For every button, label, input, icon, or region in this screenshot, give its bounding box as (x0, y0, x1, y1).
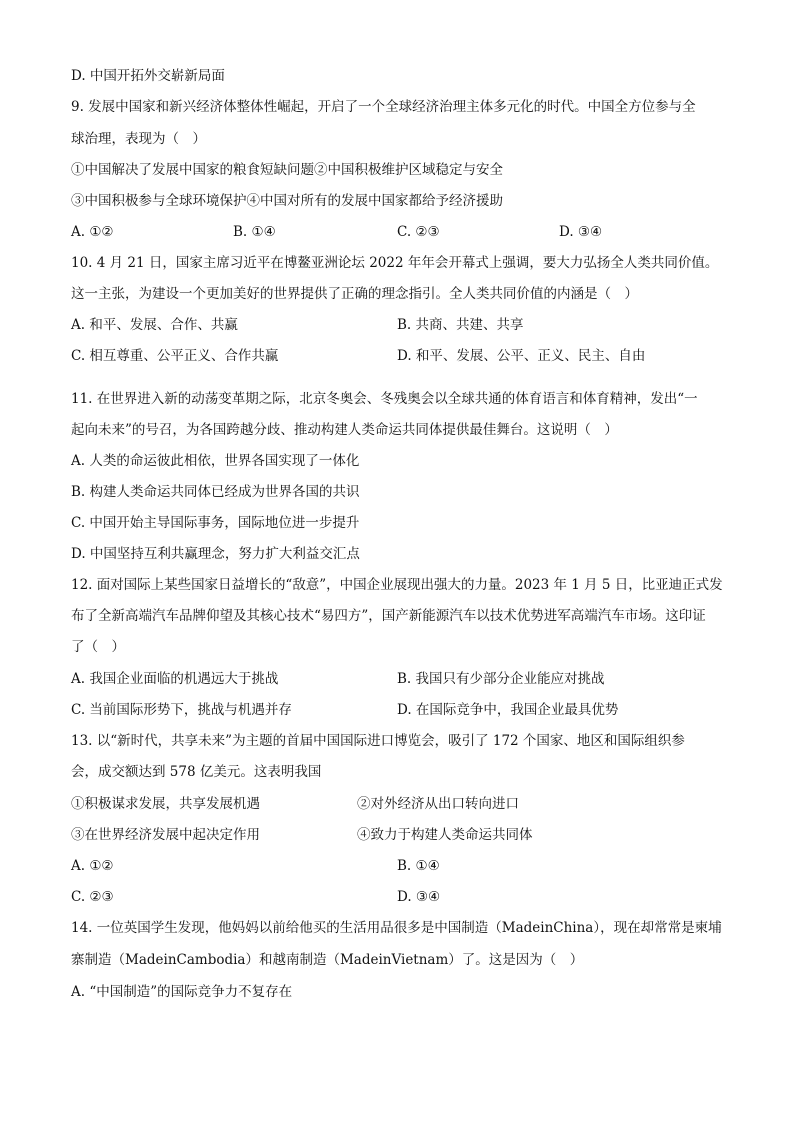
q9-option-b: B. ①④ (233, 224, 276, 240)
q11-stem-line-1: 11. 在世界进入新的动荡变革期之际，北京冬奥会、冬残奥会以全球共通的体育语言和体育精神，发出“一 (71, 391, 698, 407)
q9-statement-line-1: ①中国解决了发展中国家的粮食短缺问题②中国积极维护区域稳定与安全 (71, 162, 503, 178)
q12-option-a: A. 我国企业面临的机遇远大于挑战 (71, 671, 279, 687)
q14-option-a: A. “中国制造”的国际竞争力不复存在 (71, 984, 293, 1000)
q12-stem-line-1: 12. 面对国际上某些国家日益增长的“敌意”，中国企业展现出强大的力量。2023 年 1 月 5 日，比亚迪正式发 (71, 577, 723, 593)
q13-statement-1: ①积极谋求发展，共享发展机遇 (71, 796, 260, 812)
q9-option-c: C. ②③ (397, 224, 440, 240)
q11-option-d: D. 中国坚持互利共赢理念，努力扩大利益交汇点 (71, 546, 360, 562)
q12-option-c: C. 当前国际形势下，挑战与机遇并存 (71, 702, 292, 718)
q14-stem-line-1: 14. 一位英国学生发现，他妈妈以前给他买的生活用品很多是中国制造（MadeinChina），现在却常常是柬埔 (71, 920, 722, 936)
q13-statement-2: ②对外经济从出口转向进口 (357, 796, 519, 812)
q10-stem-line-2: 这一主张，为建设一个更加美好的世界提供了正确的理念指引。全人类共同价值的内涵是（ ） (71, 286, 638, 302)
q13-option-b: B. ①④ (397, 858, 440, 874)
q13-statement-3: ③在世界经济发展中起决定作用 (71, 827, 260, 843)
q13-statement-4: ④致力于构建人类命运共同体 (357, 827, 533, 843)
q10-option-b: B. 共商、共建、共享 (397, 317, 524, 333)
q10-option-a: A. 和平、发展、合作、共赢 (71, 317, 238, 333)
q9-option-d: D. ③④ (559, 224, 603, 240)
q13-stem-line-2: 会，成交额达到 578 亿美元。这表明我国 (71, 764, 322, 780)
q9-statement-line-2: ③中国积极参与全球环境保护④中国对所有的发展中国家都给予经济援助 (71, 193, 503, 209)
q13-option-c: C. ②③ (71, 889, 114, 905)
q9-option-a: A. ①② (71, 224, 114, 240)
q12-stem-line-3: 了（ ） (71, 639, 125, 655)
q10-stem-line-1: 10. 4 月 21 日，国家主席习近平在博鳌亚洲论坛 2022 年年会开幕式上强调，要大力弘扬全人类共同价值。 (71, 255, 719, 271)
q9-stem-line-1: 9. 发展中国家和新兴经济体整体性崛起，开启了一个全球经济治理主体多元化的时代。中国全方位参与全 (71, 99, 696, 115)
q10-option-d: D. 和平、发展、公平、正义、民主、自由 (397, 348, 646, 364)
q12-option-b: B. 我国只有少部分企业能应对挑战 (397, 671, 605, 687)
q13-option-a: A. ①② (71, 858, 114, 874)
q11-option-a: A. 人类的命运彼此相依，世界各国实现了一体化 (71, 453, 360, 469)
q13-stem-line-1: 13. 以“新时代，共享未来”为主题的首届中国国际进口博览会，吸引了 172 个国家、地区和国际组织参 (71, 733, 685, 749)
q10-option-c: C. 相互尊重、公平正义、合作共赢 (71, 348, 279, 364)
q12-option-d: D. 在国际竞争中，我国企业最具优势 (397, 702, 619, 718)
q9-stem-line-2: 球治理，表现为（ ） (71, 131, 206, 147)
q11-option-c: C. 中国开始主导国际事务，国际地位进一步提升 (71, 515, 360, 531)
q13-option-d: D. ③④ (397, 889, 441, 905)
q12-stem-line-2: 布了全新高端汽车品牌仰望及其核心技术“易四方”，国产新能源汽车以技术优势进军高端汽车市场。这印证 (71, 608, 706, 624)
q11-stem-line-2: 起向未来”的号召，为各国跨越分歧、推动构建人类命运共同体提供最佳舞台。这说明（ ） (71, 422, 618, 438)
q11-option-b: B. 构建人类命运共同体已经成为世界各国的共识 (71, 484, 360, 500)
prev-option-d: D. 中国开拓外交崭新局面 (71, 68, 225, 84)
q14-stem-line-2: 寨制造（MadeinCambodia）和越南制造（MadeinVietnam）了。这是因为（ ） (71, 952, 584, 968)
